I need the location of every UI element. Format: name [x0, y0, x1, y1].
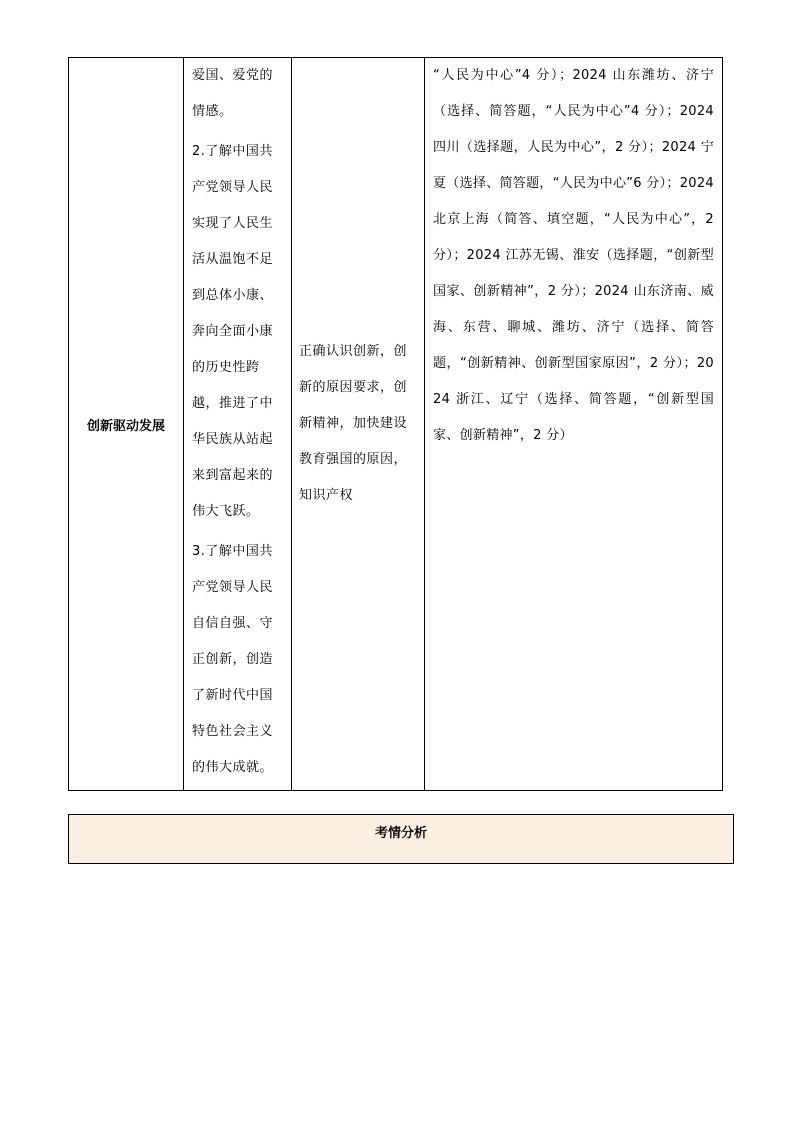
exams-text: “人民为中心”4 分）；2024 山东潍坊、济宁（选择、简答题，“人民为中心”4 分）；2024 四川（选择题，人民为中心”，2 分）；2024 宁夏（选择、简答题，“人民为中心”6 分）；2024 北京上海（简答、填空题，“人民为中心”，2 分）；2024 江苏无锡、淮安（选择题，“创新型国家、创新精神”，2 分）；2024 山东济南、威海、东营、聊城、潍坊、济宁（选择、简答题，“创新精神、创新型国家原因”，2 分）；2024 浙江、辽宁（选择、简答题，“创新型国家、创新精神”，2 分）	[433, 68, 714, 443]
goals-cell	[184, 58, 292, 791]
knowledge-cell	[292, 58, 425, 791]
table-row	[69, 58, 723, 791]
goal-item: 3.了解中国共产党领导人民自信自强、守正创新，创造了新时代中国特色社会主义的伟大成就。	[192, 544, 274, 775]
knowledge-text: 正确认识创新，创新的原因要求，创新精神，加快建设教育强国的原因，知识产权	[299, 344, 408, 503]
curriculum-table	[68, 57, 723, 791]
topic-cell	[69, 58, 184, 791]
goal-item: 爱国、爱党的情感。	[192, 68, 274, 119]
exams-cell	[425, 58, 723, 791]
analysis-title: 考情分析	[374, 826, 427, 841]
analysis-box	[68, 814, 734, 864]
goals-list	[184, 58, 291, 786]
topic-label: 创新驱动发展	[86, 418, 165, 434]
goal-item: 2.了解中国共产党领导人民实现了人民生活从温饱不足到总体小康、奔向全面小康的历史性跨越，推进了中华民族从站起来到富起来的伟大飞跃。	[192, 144, 274, 519]
